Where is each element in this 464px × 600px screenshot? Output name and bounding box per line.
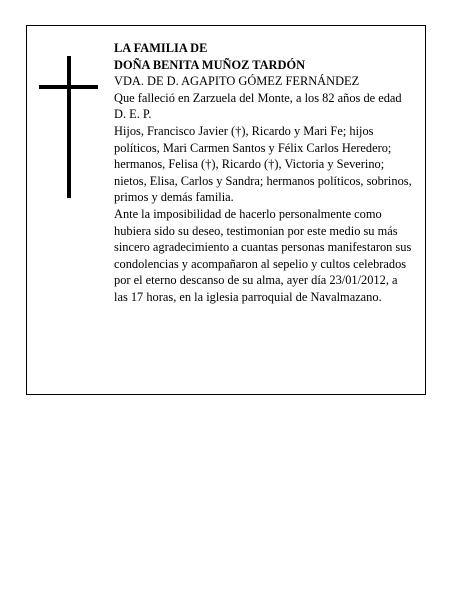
notice-text bbox=[114, 40, 412, 306]
relatives-paragraph: Hijos, Francisco Javier (†), Ricardo y Mari Fe; hijos políticos, Mari Carmen Santos y Félix Carlos Heredero; hermanos, Felisa (†), Ricardo (†), Victoria y Severino; nietos, Elisa, Carlos y Sandra; hermanos políticos, sobrinos, primos y demás familia. bbox=[114, 123, 412, 205]
heading-line-1: LA FAMILIA DE bbox=[114, 41, 208, 55]
heading-line-2: DOÑA BENITA MUÑOZ TARDÓN bbox=[114, 57, 306, 72]
thanks-paragraph: Ante la imposibilidad de hacerlo personalmente como hubiera sido su deseo, testimonian por este medio su más sincero agradecimiento a cuantas personas manifestaron sus condolencias y acompañaron al sepelio y cultos celebrados por el eterno descanso de su alma, ayer día 23/01/2012, a las 17 horas, en la iglesia parroquial de Navalmazano. bbox=[114, 206, 412, 304]
death-line: Que falleció en Zarzuela del Monte, a los 82 años de edad bbox=[114, 90, 402, 105]
subtitle: VDA. DE D. AGAPITO GÓMEZ FERNÁNDEZ bbox=[114, 74, 360, 89]
cross-vertical-bar bbox=[67, 56, 71, 198]
cross-horizontal-bar bbox=[39, 85, 98, 89]
obituary-notice bbox=[26, 25, 426, 395]
dep-line: D. E. P. bbox=[114, 107, 152, 122]
